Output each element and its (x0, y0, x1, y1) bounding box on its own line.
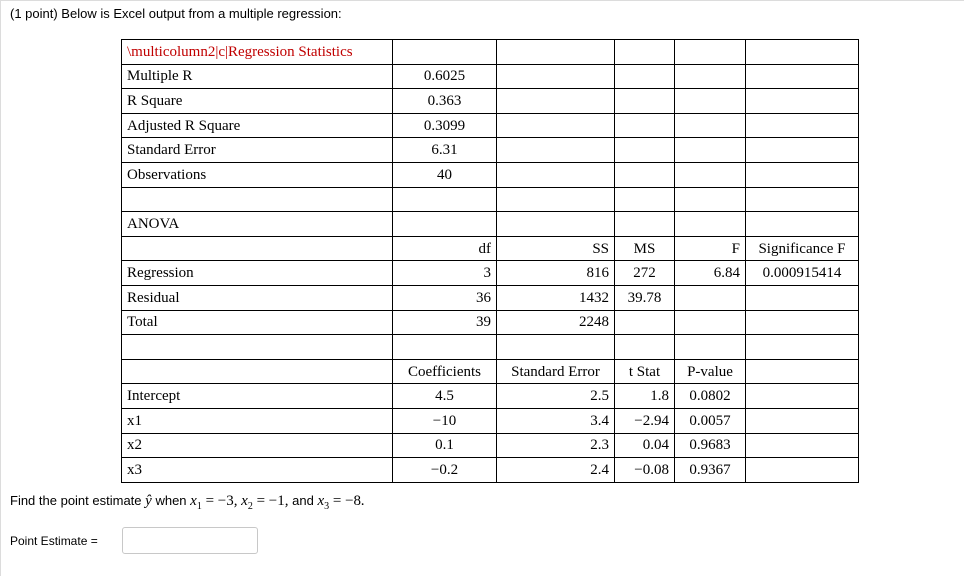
coef-standard-error: 2.4 (497, 458, 615, 483)
blank-row (122, 335, 859, 360)
coef-value: 0.1 (393, 433, 497, 458)
coef-standard-error: 3.4 (497, 408, 615, 433)
stat-value: 0.3099 (393, 113, 497, 138)
coef-t-stat: 1.8 (615, 384, 675, 409)
blank-row (122, 187, 859, 212)
anova-ss: 816 (497, 261, 615, 286)
coef-value: −10 (393, 408, 497, 433)
coef-row-intercept (122, 384, 859, 409)
anova-significance: 0.000915414 (746, 261, 859, 286)
coef-value: −0.2 (393, 458, 497, 483)
condition-x1: $x_1 = -3$, (190, 493, 238, 512)
coef-header-row (122, 359, 859, 384)
coef-row-x3 (122, 458, 859, 483)
anova-ss: 2248 (497, 310, 615, 335)
anova-header-df: df (393, 236, 497, 261)
reg-stats-row (122, 89, 859, 114)
anova-f: 6.84 (675, 261, 746, 286)
anova-df: 36 (393, 285, 497, 310)
anova-label: Residual (122, 285, 393, 310)
coef-label: x1 (122, 408, 393, 433)
coef-value: 4.5 (393, 384, 497, 409)
anova-row-total (122, 310, 859, 335)
stat-label: Standard Error (122, 138, 393, 163)
anova-title-row (122, 212, 859, 237)
anova-ss: 1432 (497, 285, 615, 310)
coef-standard-error: 2.5 (497, 384, 615, 409)
anova-row-residual (122, 285, 859, 310)
stat-label: Adjusted R Square (122, 113, 393, 138)
point-estimate-input[interactable] (122, 527, 258, 554)
reg-stats-row (122, 113, 859, 138)
reg-stats-row (122, 64, 859, 89)
anova-header-significance: Significance F (746, 236, 859, 261)
anova-ms: 272 (615, 261, 675, 286)
coef-p-value: 0.0802 (675, 384, 746, 409)
coef-p-value: 0.0057 (675, 408, 746, 433)
stat-value: 6.31 (393, 138, 497, 163)
coef-header-p-value: P-value (675, 359, 746, 384)
stat-label: R Square (122, 89, 393, 114)
anova-row-regression (122, 261, 859, 286)
anova-df: 3 (393, 261, 497, 286)
coef-label: Intercept (122, 384, 393, 409)
coef-standard-error: 2.3 (497, 433, 615, 458)
coef-row-x2 (122, 433, 859, 458)
condition-x2: $x_2 = -1$, (241, 493, 289, 512)
coef-label: x2 (122, 433, 393, 458)
reg-stats-title-row (122, 40, 859, 65)
x3-value: −8 (345, 493, 362, 509)
stat-value: 40 (393, 162, 497, 187)
stat-value: 0.6025 (393, 64, 497, 89)
anova-df: 39 (393, 310, 497, 335)
condition-x3: $x_3 = -8$. (317, 493, 365, 512)
question-when: when (155, 493, 187, 508)
anova-header-f: F (675, 236, 746, 261)
coef-header-t-stat: t Stat (615, 359, 675, 384)
regression-output-table (121, 39, 859, 483)
reg-stats-row (122, 162, 859, 187)
coef-label: x3 (122, 458, 393, 483)
anova-header-row (122, 236, 859, 261)
reg-stats-title: \multicolumn2|c|Regression Statistics (122, 40, 393, 65)
x2-value: −1 (268, 493, 285, 509)
anova-ms: 39.78 (615, 285, 675, 310)
x1-value: −3 (217, 493, 234, 509)
problem-header: (1 point) Below is Excel output from a multiple regression: (10, 6, 342, 21)
coef-row-x1 (122, 408, 859, 433)
point-estimate-label: Point Estimate = (10, 534, 98, 548)
anova-title: ANOVA (122, 212, 393, 237)
stat-value: 0.363 (393, 89, 497, 114)
question-text (10, 493, 365, 512)
anova-label: Regression (122, 261, 393, 286)
question-and: and (292, 493, 314, 508)
coef-t-stat: −2.94 (615, 408, 675, 433)
y-hat-symbol: ŷ (145, 493, 152, 509)
stat-label: Multiple R (122, 64, 393, 89)
reg-stats-row (122, 138, 859, 163)
coef-header-standard-error: Standard Error (497, 359, 615, 384)
coef-header-coefficients: Coefficients (393, 359, 497, 384)
stat-label: Observations (122, 162, 393, 187)
anova-header-ss: SS (497, 236, 615, 261)
question-prefix: Find the point estimate (10, 493, 142, 508)
coef-p-value: 0.9683 (675, 433, 746, 458)
coef-t-stat: −0.08 (615, 458, 675, 483)
coef-t-stat: 0.04 (615, 433, 675, 458)
anova-header-ms: MS (615, 236, 675, 261)
anova-label: Total (122, 310, 393, 335)
coef-p-value: 0.9367 (675, 458, 746, 483)
